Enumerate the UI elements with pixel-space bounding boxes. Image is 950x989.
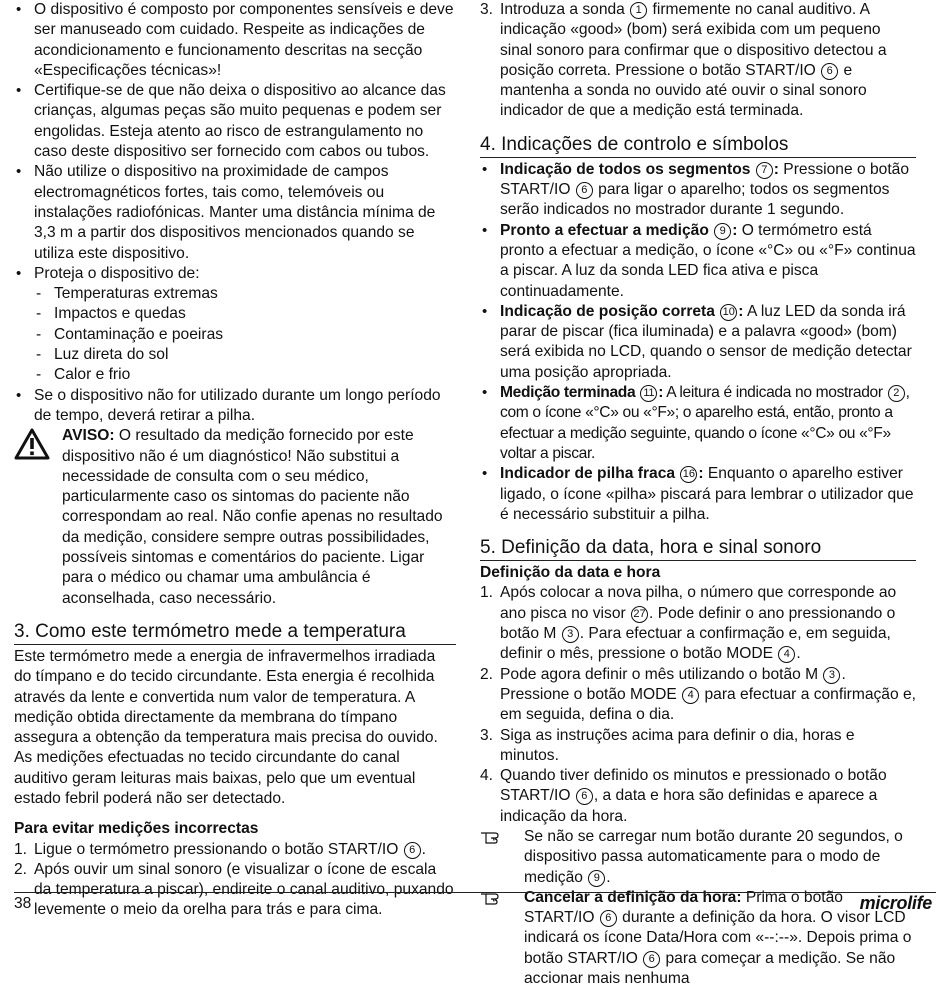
item-text: Após colocar a nova pilha, o número que corresponde ao ano pisca no visor: [500, 584, 897, 622]
warning-text: O resultado da medição fornecido por este dispositivo não é um diagnóstico! Não substitui a necessidade de consulta com o seu médico, particularmente caso os sintomas do paciente não correspondam ao real. Não confie apenas no resultado da medição, considere sempre outras possibilidades, possíveis sintomas e comentários do paciente. Ligar para o médico ou chamar uma ambulância é aconselhada, caso necessário.: [62, 427, 443, 607]
section-3-title: 3. Como este termómetro mede a temperatura: [14, 621, 456, 645]
indicator-label: Indicador de pilha fraca: [500, 465, 680, 483]
item-text: .: [421, 840, 427, 858]
ref-number: 7: [756, 162, 773, 179]
warning-label: AVISO:: [62, 427, 115, 445]
item-text: . Pressione o botão MODE: [500, 665, 846, 703]
indicator-text: A leitura é indicada no mostrador: [663, 384, 887, 402]
ref-number: 9: [588, 870, 605, 887]
ref-number: 16: [680, 466, 697, 483]
item-number: 4.: [480, 767, 494, 785]
numbered-item: [480, 726, 916, 767]
indicator-text: A luz LED da sonda irá parar de piscar (fica iluminada) e a palavra «good» (bom) será exibida no LCD, quando o sensor de medição detectar uma posição apropriada.: [500, 302, 912, 381]
bullet-text: Proteja o dispositivo de:: [34, 264, 200, 282]
bullet-text: Certifique-se de que não deixa o dispositivo ao alcance das crianças, algumas peças são muito pequenas e podem ser engolidas. Esteja atento ao risco de estrangulamento no caso deste dispositivo ser fornecido com cabos ou tubos.: [34, 82, 446, 161]
section-4-title: 4. Indicações de controlo e símbolos: [480, 134, 916, 158]
note-text: durante a definição da hora. O visor LCD indicará os ícone Data/Hora com «--:--». Depois prima o botão START/IO: [524, 909, 912, 967]
note-item: [480, 888, 916, 989]
item-number: 2.: [14, 860, 28, 878]
ref-number: 3: [562, 626, 579, 643]
date-heading: Definição da data e hora: [480, 564, 661, 582]
ref-number: 6: [600, 910, 617, 927]
indicator-item: • Medição terminada 11 : A leitura é indicada no mostrador 2 , com o ícone «°C» ou «°F»; o aparelho está, então, pronto a efectuar a medição seguinte, quando o ícone «°C» ou «°F» voltar a piscar.: [480, 383, 916, 464]
ref-number: 6: [821, 63, 838, 80]
item-text: Quando tiver definido os minutos e pressionado o botão START/IO: [500, 767, 887, 805]
warning-triangle-icon: [14, 428, 50, 460]
numbered-item: [480, 766, 916, 827]
item-text: .: [796, 645, 801, 663]
indicator-item: • Indicação de posição correta 10 : A luz LED da sonda irá parar de piscar (fica iluminada) e a palavra «good» (bom) será exibida no LCD, quando o sensor de medição detectar uma posição apropriada.: [480, 302, 916, 383]
item-number: 3.: [480, 1, 494, 18]
indicator-item: • Indicador de pilha fraca 16 : Enquanto o aparelho estiver ligado, o ícone «pilha» piscará para lembrar o utilizador que é necessário substituir a pilha.: [480, 464, 916, 525]
indicator-item: • Indicação de todos os segmentos 7 : Pressione o botão START/IO 6 para ligar o aparelho; todos os segmentos serão indicados no mostrador durante 1 segundo.: [480, 160, 916, 221]
list-item: [14, 162, 456, 263]
item-number: 2.: [480, 665, 494, 683]
indicator-label: Indicação de posição correta: [500, 302, 720, 320]
item-text: . Para efectuar a confirmação e, em seguida, definir o mês, pressione o botão MODE: [500, 625, 891, 663]
numbered-item: [480, 665, 916, 726]
ref-number: 11: [640, 385, 657, 402]
ref-number: 1: [630, 2, 647, 19]
numbered-item: [480, 583, 916, 664]
numbered-item: [14, 840, 456, 860]
indicator-label: Indicação de todos os segmentos: [500, 160, 755, 178]
item-text: e mantenha a sonda no ouvido até ouvir o sinal sonoro indicador de que a medição está terminada.: [500, 61, 867, 120]
right-column: [480, 0, 916, 989]
indicator-label: Medição terminada: [500, 384, 640, 402]
ref-number: 2: [888, 385, 905, 402]
numbered-item: [14, 860, 456, 921]
section-5-title: 5. Definição da data, hora e sinal sonoro: [480, 537, 916, 561]
ref-number: 6: [576, 788, 593, 805]
item-text: , a data e hora são definidas e aparece a indicação da hora.: [500, 787, 878, 825]
item-text: Introduza a sonda: [500, 1, 630, 18]
footer-divider: [14, 892, 936, 893]
item-text: Siga as instruções acima para definir o dia, horas e minutos.: [500, 726, 855, 764]
ref-number: 10: [720, 304, 737, 321]
note-text: Se não se carregar num botão durante 20 segundos, o dispositivo passa automaticamente para o modo de medição: [524, 827, 903, 886]
item-text: . Pode definir o ano pressionando o botão M: [500, 604, 896, 643]
list-item: [14, 386, 456, 427]
indicator-item: • Pronto a efectuar a medição 9 : O termómetro está pronto a efectuar a medição, o ícone «°C» ou «°F» continua a piscar. A luz da sonda LED fica ativa e pisca continuadamente.: [480, 221, 916, 302]
protect-item: - Luz direta do sol: [14, 345, 456, 365]
bullet-text: Se o dispositivo não for utilizado durante um longo período de tempo, deverá retirar a pilha.: [34, 386, 441, 424]
indicator-text: para ligar o aparelho; todos os segmentos serão indicados no mostrador durante 1 segundo.: [500, 181, 890, 219]
ref-number: 6: [576, 182, 593, 199]
page-number: 38: [14, 895, 32, 912]
item-number: 1.: [14, 840, 28, 858]
item-text: Ligue o termómetro pressionando o botão START/IO: [34, 840, 403, 858]
note-item: [480, 827, 916, 888]
ref-number: 27: [631, 606, 648, 623]
indicator-text: Enquanto o aparelho estiver ligado, o ícone «pilha» piscará para lembrar o utilizador que é necessário substituir a pilha.: [500, 465, 914, 523]
ref-number: 4: [682, 687, 699, 704]
note-text: .: [606, 868, 611, 886]
indicator-label: Pronto a efectuar a medição: [500, 221, 714, 239]
list-item: [14, 81, 456, 162]
bullet-text: Não utilize o dispositivo na proximidade de campos electromagnéticos fortes, tais como, telemóveis ou instalações radiofónicas. Manter uma distância mínima de 3,3 m a partir dos dispositivos mencionados quando se utiliza este dispositivo.: [34, 163, 436, 262]
warning-block: [14, 426, 456, 609]
protect-item: - Temperaturas extremas: [14, 284, 456, 304]
bullet-text: O dispositivo é composto por componentes sensíveis e deve ser manuseado com cuidado. Respeite as indicações de acondicionamento e funcionamento descritas na secção «Especificações técnicas»!: [34, 1, 454, 79]
item-text: Pode agora definir o mês utilizando o botão M: [500, 665, 823, 683]
protect-item: - Contaminação e poeiras: [14, 325, 456, 345]
item-text: Após ouvir um sinal sonoro (e visualizar o ícone de escala da temperatura a piscar), endireite o canal auditivo, puxando levemente o meio da orelha para trás e para cima.: [34, 860, 454, 919]
note-text: Prima o botão START/IO: [524, 888, 843, 927]
protect-item: - Calor e frio: [14, 365, 456, 385]
section-3-paragraph-1: Este termómetro mede a energia de infravermelhos irradiada do tímpano e do tecido circundante. Esta energia é recolhida através da lente e convertida num valor de temperatura. A medição obtida directamente da membrana do tímpano assegura a obtenção da temperatura mais precisa do ouvido.: [14, 647, 438, 747]
brand-logo: microlife: [859, 893, 932, 913]
numbered-item: [480, 0, 916, 122]
item-text: firmemente no canal auditivo. A indicação «good» (bom) será exibida com um pequeno sinal sonoro para confirmar que o dispositivo detectou a posição correta. Pressione o botão START/IO: [500, 1, 887, 79]
indicator-text: , com o ícone «°C» ou «°F»; o aparelho está, então, pronto a efectuar a medição seguinte, quando o ícone «°C» ou «°F» voltar a piscar.: [500, 384, 910, 462]
indicator-text: Pressione o botão START/IO: [500, 160, 910, 199]
avoid-heading: Para evitar medições incorrectas: [14, 820, 259, 838]
section-3-paragraph-2: As medições efectuadas no tecido circundante do canal auditivo geram leituras mais baixas, pelo que um eventual estado febril poderá não ser detectado.: [14, 749, 416, 807]
ref-number: 6: [643, 951, 660, 968]
item-text: para efectuar a confirmação e, em seguida, defina o dia.: [500, 685, 916, 724]
ref-number: 6: [404, 842, 421, 859]
list-item: [14, 264, 456, 284]
note-text: para começar a medição. Se não accionar mais nenhuma: [524, 949, 896, 988]
list-item: [14, 0, 456, 81]
pointing-hand-icon: [480, 828, 504, 844]
protect-item: - Impactos e quedas: [14, 304, 456, 324]
ref-number: 4: [778, 646, 795, 663]
item-number: 3.: [480, 726, 494, 744]
ref-number: 3: [823, 667, 840, 684]
item-number: 1.: [480, 584, 494, 602]
indicator-text: O termómetro está pronto a efectuar a medição, o ícone «°C» ou «°F» continua a piscar. A luz da sonda LED fica ativa e pisca continuadamente.: [500, 221, 916, 300]
ref-number: 9: [714, 223, 731, 240]
note-label: Cancelar a definição da hora:: [524, 888, 742, 906]
left-column: [14, 0, 456, 921]
